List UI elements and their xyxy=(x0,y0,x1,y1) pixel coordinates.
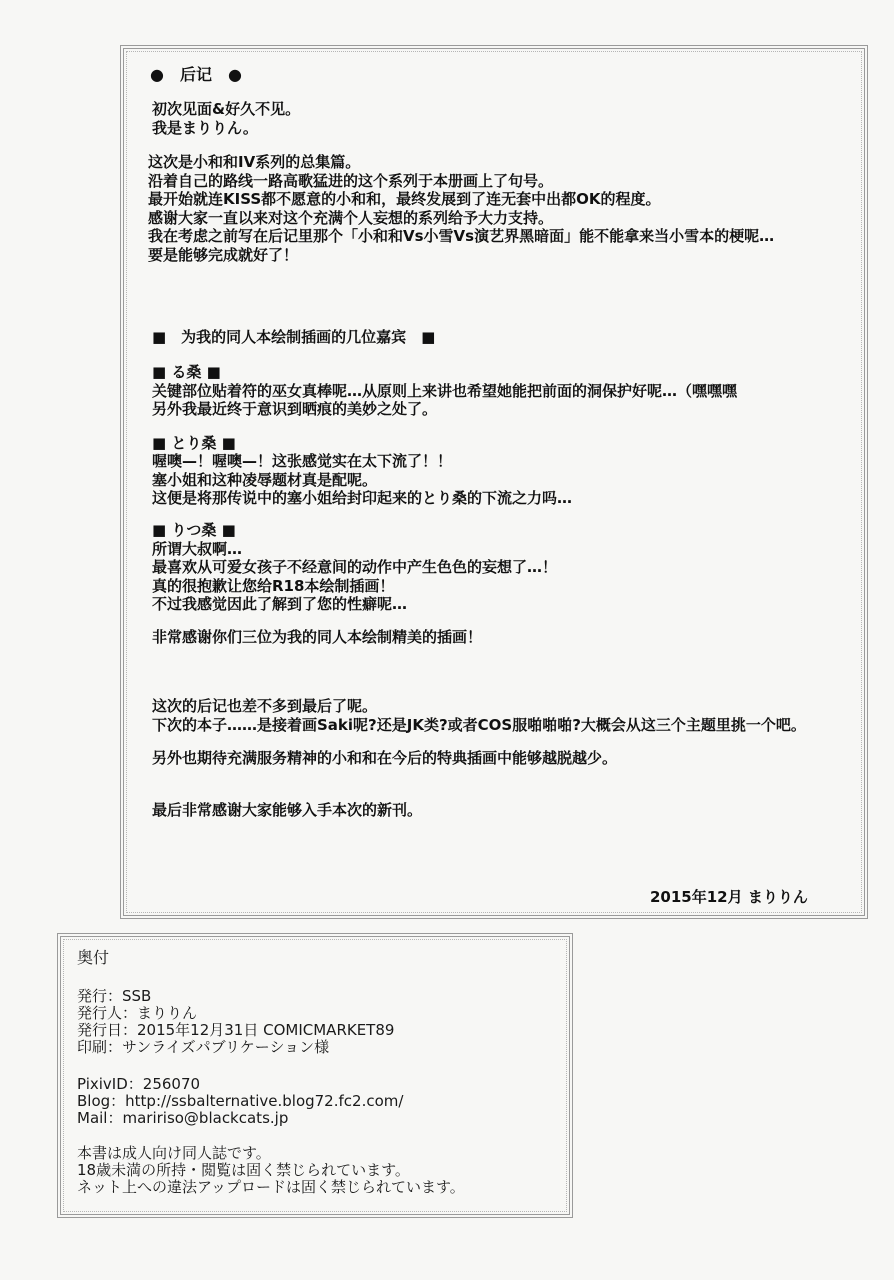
guest-3-line-2: 最喜欢从可爱女孩子不经意间的动作中产生色色的妄想了…！ xyxy=(152,558,558,576)
colophon-notice-3: ネット上への違法アップロードは固く禁じられています。 xyxy=(77,1178,465,1196)
hope-line: 另外也期待充满服务精神的小和和在今后的特典插画中能够越脱越少。 xyxy=(152,749,618,767)
thanks-line: 非常感谢你们三位为我的同人本绘制精美的插画！ xyxy=(152,628,483,646)
colophon-issue-date: 発行日：2015年12月31日 COMICMARKET89 xyxy=(77,1021,395,1039)
guest-3-line-4: 不过我感觉因此了解到了您的性癖呢… xyxy=(152,595,408,613)
closing-line-2: 下次的本子……是接着画Saki呢?还是JK类?或者COS服啪啪啪?大概会从这三个主题里挑一个吧。 xyxy=(152,716,806,734)
body-line-5: 我在考虑之前写在后记里那个「小和和Vs小雪Vs演艺界黑暗面」能不能拿来当小雪本的梗呢… xyxy=(148,227,775,245)
colophon-pixiv: PixivID：256070 xyxy=(77,1075,201,1093)
guest-3-line-1: 所谓大叔啊… xyxy=(152,540,243,558)
closing-line-1: 这次的后记也差不多到最后了呢。 xyxy=(152,697,378,715)
body-line-4: 感谢大家一直以来对这个充满个人妄想的系列给予大力支持。 xyxy=(148,209,554,227)
afterword-heading: ● 后记 ● xyxy=(150,65,242,84)
greeting-line-2: 我是まりりん。 xyxy=(152,119,258,137)
colophon-publisher-person: 発行人：まりりん xyxy=(77,1004,198,1022)
guest-1-line-1: 关键部位贴着符的巫女真棒呢…从原则上来讲也希望她能把前面的洞保护好呢…（嘿嘿嘿 xyxy=(152,382,738,400)
colophon-title: 奥付 xyxy=(77,948,110,967)
guest-2-name: ■ とり桑 ■ xyxy=(152,434,236,452)
signature: 2015年12月 まりりん xyxy=(650,888,808,906)
body-line-3: 最开始就连KISS都不愿意的小和和，最终发展到了连无套中出都OK的程度。 xyxy=(148,190,661,208)
colophon-publisher: 発行：SSB xyxy=(77,987,152,1005)
colophon-mail: Mail：maririso@blackcats.jp xyxy=(77,1109,289,1127)
guests-heading: ■ 为我的同人本绘制插画的几位嘉宾 ■ xyxy=(152,328,436,346)
guest-3-name: ■ りつ桑 ■ xyxy=(152,521,236,539)
greeting-line-1: 初次见面&好久不见。 xyxy=(152,100,301,118)
colophon-notice-1: 本書は成人向け同人誌です。 xyxy=(77,1144,271,1162)
body-line-6: 要是能够完成就好了！ xyxy=(148,246,299,264)
body-line-1: 这次是小和和IV系列的总集篇。 xyxy=(148,153,361,171)
guest-1-line-2: 另外我最近终于意识到晒痕的美妙之处了。 xyxy=(152,400,438,418)
body-line-2: 沿着自己的路线一路高歌猛进的这个系列于本册画上了句号。 xyxy=(148,172,554,190)
guest-2-line-1: 喔噢—！喔噢—！这张感觉实在太下流了！！ xyxy=(152,452,453,470)
colophon-notice-2: 18歳未満の所持・閲覧は固く禁じられています。 xyxy=(77,1161,410,1179)
guest-1-name: ■ る桑 ■ xyxy=(152,363,221,381)
guest-2-line-3: 这便是将那传说中的塞小姐给封印起来的とり桑的下流之力吗… xyxy=(152,489,573,507)
guest-2-line-2: 塞小姐和这种凌辱题材真是配呢。 xyxy=(152,471,378,489)
guest-3-line-3: 真的很抱歉让您给R18本绘制插画！ xyxy=(152,577,395,595)
colophon-blog: Blog：http://ssbalternative.blog72.fc2.com/ xyxy=(77,1092,404,1110)
final-line: 最后非常感谢大家能够入手本次的新刊。 xyxy=(152,801,423,819)
colophon-printer: 印刷：サンライズパブリケーション様 xyxy=(77,1038,330,1056)
